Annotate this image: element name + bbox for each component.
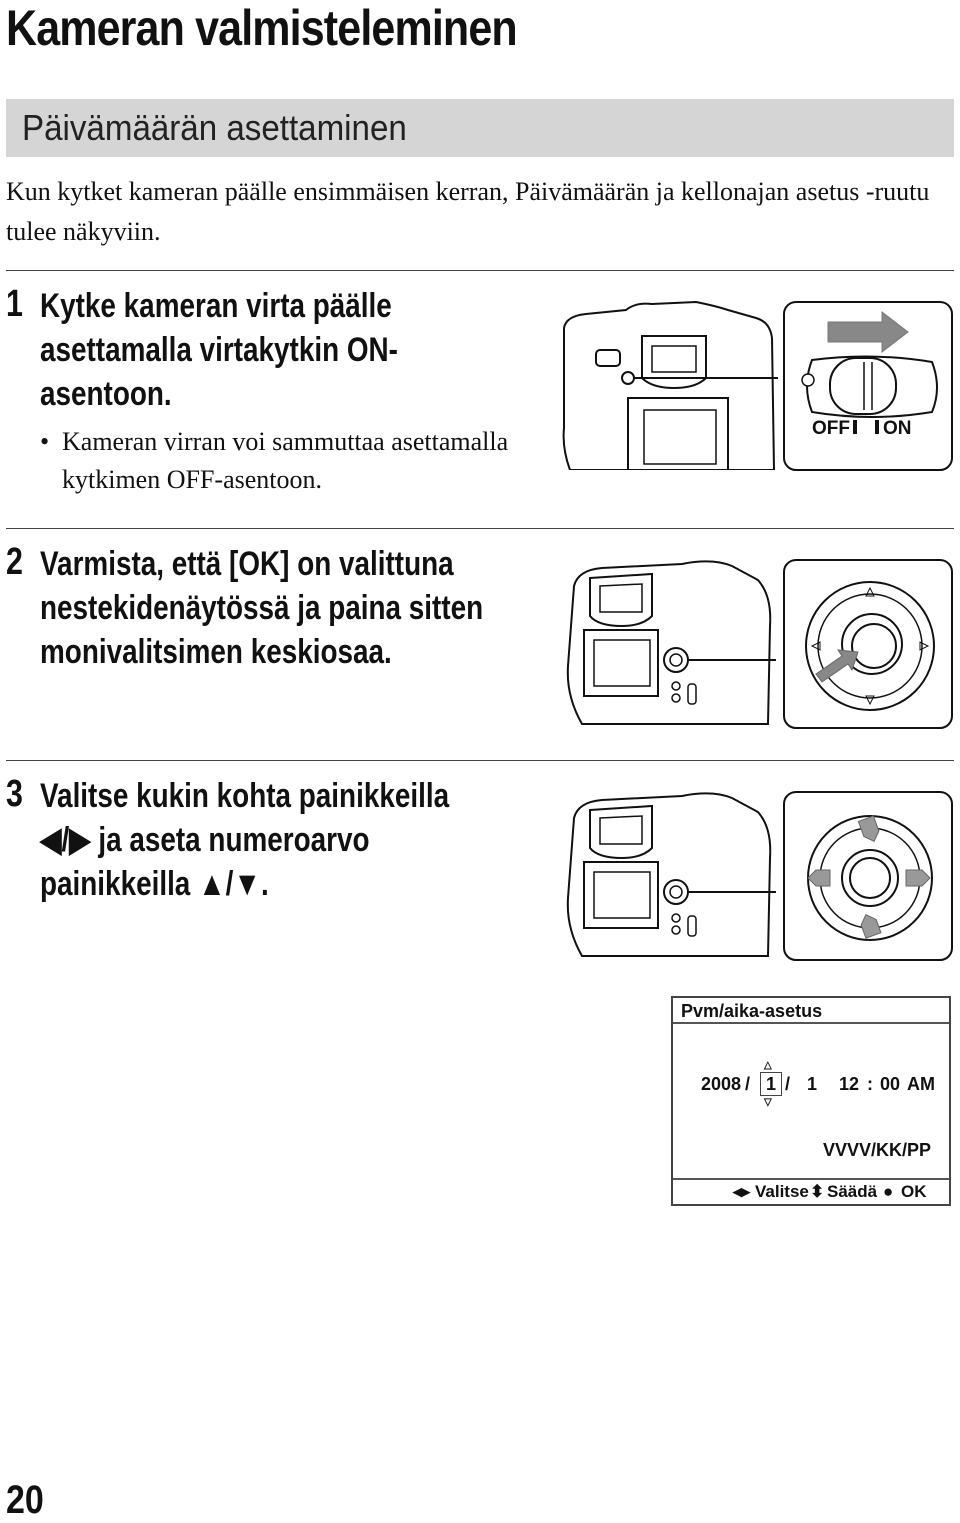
lcd-up-arrow-icon: △ xyxy=(764,1060,772,1071)
lcd-day: 1 xyxy=(807,1074,818,1094)
step-1-line-3: asentoon. xyxy=(40,375,172,413)
bullet-icon: • xyxy=(40,427,50,456)
camera-back-power-illustration xyxy=(556,298,778,470)
lcd-title: Pvm/aika-asetus xyxy=(673,998,949,1024)
center-button-icon: ● xyxy=(883,1182,894,1201)
lcd-month-field[interactable]: 1 xyxy=(760,1072,782,1096)
switch-off-label: OFF xyxy=(812,418,850,439)
multi-selector-directions-closeup xyxy=(782,790,954,962)
lcd-footer xyxy=(673,1178,949,1204)
lcd-colon: : xyxy=(867,1074,873,1094)
step-1-note-text: Kameran virran voi sammuttaa asettamalla kytkimen OFF-asentoon. xyxy=(62,427,509,494)
section-title: Päivämäärän asettaminen xyxy=(22,107,407,148)
step-2-line-1: Varmista, että [OK] on valittuna xyxy=(40,545,454,583)
power-switch-closeup xyxy=(782,300,954,472)
left-right-icon: ◂▸ xyxy=(733,1182,751,1201)
step-3-line-3: painikkeilla ▲/▼. xyxy=(40,865,269,903)
step-1-line-2: asettamalla virtakytkin ON- xyxy=(40,331,398,369)
step-3-number: 3 xyxy=(6,773,23,815)
lcd-separator-1: / xyxy=(745,1074,751,1094)
step-2-line-2: nestekidenäytössä ja paina sitten xyxy=(40,589,484,627)
intro-paragraph: Kun kytket kameran päälle ensimmäisen kerran, Päivämäärän ja kellonajan asetus -ruutu tulee näkyviin. xyxy=(6,177,930,246)
step-3-line-1: Valitse kukin kohta painikkeilla xyxy=(40,777,450,815)
divider-step-3 xyxy=(6,760,954,761)
lcd-ampm: AM xyxy=(907,1074,935,1094)
lcd-hour: 12 xyxy=(839,1074,860,1094)
date-time-setup-screen xyxy=(671,996,951,1206)
divider-step-1 xyxy=(6,270,954,271)
switch-on-label: ON xyxy=(883,418,912,439)
lcd-minute: 00 xyxy=(880,1074,901,1094)
step-3-line-2: ◀/▶ ja aseta numeroarvo xyxy=(40,821,370,859)
camera-back-controller-illustration xyxy=(562,556,776,728)
page-number: 20 xyxy=(6,1478,44,1522)
camera-back-controller-illustration-2 xyxy=(562,788,776,960)
multi-selector-press-closeup xyxy=(782,558,954,730)
lcd-separator-2: / xyxy=(785,1074,791,1094)
step-1-number: 1 xyxy=(6,283,23,325)
lcd-footer-select: Valitse xyxy=(755,1182,809,1201)
step-2-number: 2 xyxy=(6,541,23,583)
section-header xyxy=(6,99,954,157)
lcd-footer-adjust: Säädä xyxy=(827,1182,878,1201)
lcd-footer-ok: OK xyxy=(901,1182,927,1201)
up-down-icon: ⬍ xyxy=(810,1182,825,1201)
page-title: Kameran valmisteleminen xyxy=(6,0,517,56)
lcd-year: 2008 xyxy=(701,1074,742,1094)
step-1-line-1: Kytke kameran virta päälle xyxy=(40,287,392,325)
divider-step-2 xyxy=(6,528,954,529)
step-2-line-3: monivalitsimen keskiosaa. xyxy=(40,633,392,671)
lcd-down-arrow-icon: ▽ xyxy=(764,1097,772,1108)
lcd-date-format: VVVV/KK/PP xyxy=(822,1140,931,1160)
